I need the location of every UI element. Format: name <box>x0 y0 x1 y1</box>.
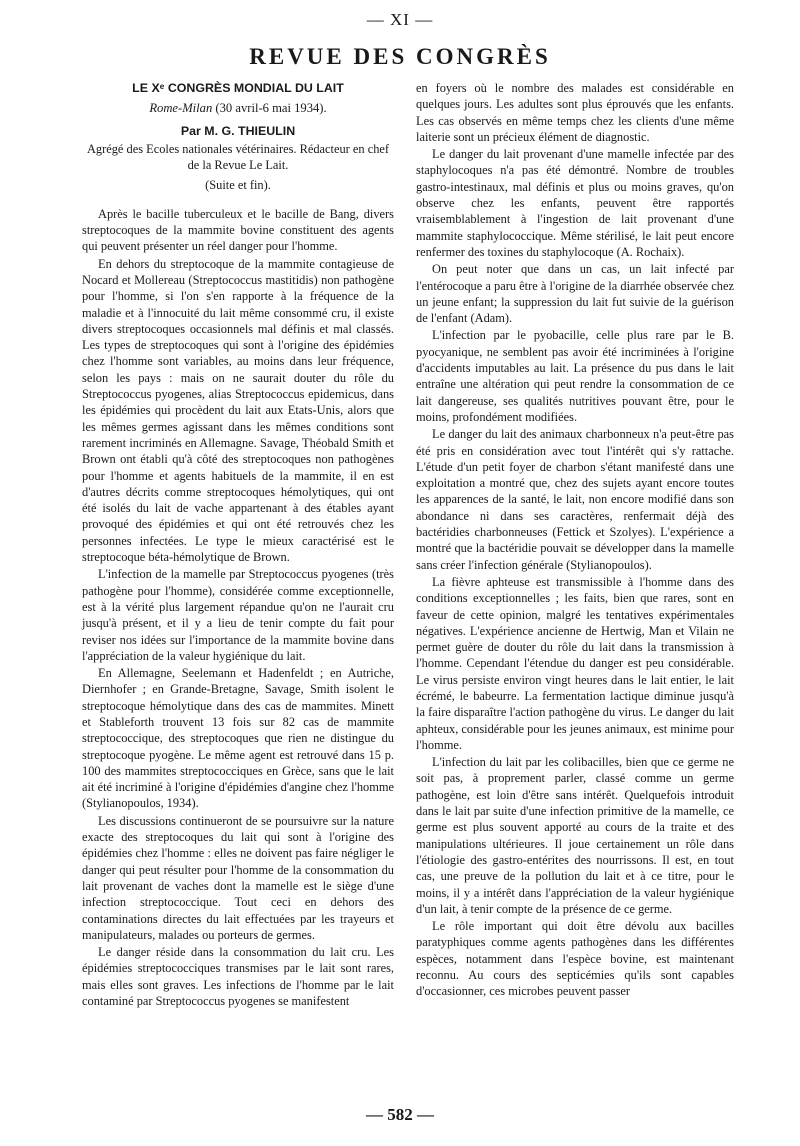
paragraph: La fièvre aphteuse est transmissible à l'homme dans des conditions exceptionnelles ; les faits, bien que rares, sont en faveur de cette opinion, malgré les tentatives expérimentales négatives. L'expérience ancienne de Hertwig, Man et Vilain ne permet guère de douter du rôle du lait dans la transmission à l'homme. Cependant l'étendue du danger est peu considérable. Le virus persiste environ vingt heures dans le lait entier, le lait écrémé, le babeurre. La fermentation lactique diminue jusqu'à la faire disparaître l'action pathogène du virus. Le danger du lait aphteux, considérable pour les jeunes animaux, est minime pour l'homme. <box>416 574 734 752</box>
paragraph: Le danger du lait des animaux charbonneux n'a peut-être pas été pris en considération avec tout l'intérêt qui s'y rattache. L'étude d'un petit foyer de charbon s'étant manifesté dans une exploitation a montré que, chez des sujets ayant encore toutes les apparences de la santé, le lait, non encore modifié dans son abondance ni dans ses caractères, renfermait déjà des bactéridies charbonneuses (Fettick et Szolyes). L'expérience a montré que la bactéridie pouvait se développer dans la mamelle sans créer l'infection générale (Stylianopoulos). <box>416 427 734 572</box>
article-title: LE Xᵉ CONGRÈS MONDIAL DU LAIT <box>132 81 344 95</box>
paragraph: Le rôle important qui doit être dévolu aux bacilles paratyphiques comme agents pathogènes dans les différentes espèces, notamment dans l'espèce bovine, est maintenant reconnu. Au cours des septicémies qu'ils sont capables d'occasionner, ces microbes peuvent passer <box>416 919 734 999</box>
paragraph: Le danger réside dans la consommation du lait cru. Les épidémies streptococciques transmises par le lait sont rares, mais elles sont graves. Les infections de l'homme par le lait contaminé par Streptococcus pyogenes se manifestent <box>82 945 394 1009</box>
place-dates: (30 avril-6 mai 1934). <box>212 101 327 116</box>
paragraph: On peut noter que dans un cas, un lait infecté par l'entérocoque a paru être à l'origine de la diarrhée observée chez un jeune enfant; la suppression du lait fut suivie de la guérison de l'enfant (Adam). <box>416 262 734 326</box>
paragraph: L'infection par le pyobacille, celle plus rare par le B. pyocyanique, ne semblent pas avoir été incriminées à l'origine d'accidents imputables au lait. La présence du pus dans le lait entraîne une altération qui peut rendre la consommation de ce lait dangereuse, ses qualités nutritives pouvant être, pour le moins, profondément modifiées. <box>416 328 734 424</box>
paragraph: L'infection du lait par les colibacilles, bien que ce germe ne soit pas, à proprement parler, classé comme un germe pathogène, est loin d'être sans intérêt. Quelquefois introduit dans le lait par suite d'une infection primitive de la mamelle, ce germe est plus souvent apporté au cours de la traite et des manipulations ultérieures. Il joue certainement un rôle dans l'étiologie des gastro-entérites des nourrissons. Il est, en tout cas, une preuve de la pollution du lait et à ce titre, pour le moins, il y a intérêt dans l'appréciation de la valeur hygiénique d'un lait, à tenir compte de la présence de ce germe. <box>416 755 734 916</box>
continuation-note: (Suite et fin). <box>205 178 271 193</box>
place-italic: Rome-Milan <box>149 101 213 116</box>
page-number: — 582 — <box>366 1105 434 1124</box>
right-column <box>416 80 734 1000</box>
paragraph: en foyers où le nombre des malades est considérable en quelques jours. Les adultes sont plus éprouvés que les enfants. Les cas observés en même temps chez les clients d'une même laiterie sont un précieux élément de diagnostic. <box>416 81 734 144</box>
article-place <box>82 100 394 116</box>
page-roman-numeral: — XI — <box>366 10 434 29</box>
paragraph: En dehors du streptocoque de la mammite contagieuse de Nocard et Mollereau (Streptococcus mastitidis) non pathogène pour l'homme, si l'on s'en rapporte à la fréquence de la maladie et à l'innocuité du lait même consommé cru, il existe divers streptocoques occasionnels mal définis et mal classés. Les types de streptocoques qui sont à l'origine des épidémies chez l'homme sont variables, au moins dans leur fréquence, selon les pays : mais on ne saurait douter du rôle du Streptococcus pyogenes, alias Streptococcus epidemicus, dans les épidémies qui procèdent du lait aux Etats-Unis, alors que les mêmes germes agissant dans les mêmes conditions sont rarement incriminés en Allemagne. Savage, Théobald Smith et Brown ont établi qu'à côté des streptocoques non pathogènes pour l'homme et agents habituels de la mammite, il en est d'autres décrits comme streptocoques hémolytiques, qui ont été isolés du lait de vache appartenant à des étables ayant provoqué des épidémies et qui ont été retrouvés chez les personnes infectées. Le type le mieux caractérisé est le streptocoque béta-hémolytique de Brown. <box>82 256 394 565</box>
paragraph: En Allemagne, Seelemann et Hadenfeldt ; en Autriche, Diernhofer ; en Grande-Bretagne, Savage, Smith isolent le streptocoque hémolytique dans des cas de mammites. Minett et Stableforth trouvent 13 fois sur 82 cas de mammite streptococcique, des streptocoques que rien ne distingue du streptocoque pyogène. Le même agent est retrouvé dans 15 p. 100 des mammites streptococciques en Grèce, sans que le lait ait été incriminé à l'origine d'épidémies d'angine chez l'homme (Stylianopoulos, 1934). <box>82 666 394 811</box>
article-author: Par M. G. THIEULIN <box>180 123 296 138</box>
paragraph: Après le bacille tuberculeux et le bacille de Bang, divers streptocoques de la mammite bovine constituent des agents qui peuvent présenter un réel danger pour l'homme. <box>82 206 394 254</box>
section-title: REVUE DES CONGRÈS <box>249 44 551 69</box>
paragraph: Le danger du lait provenant d'une mamelle infectée par des staphylocoques n'a pas été démontré. Nombre de troubles gastro-intestinaux, mal définis et plus ou moins graves, qu'on observe chez les enfants, peuvent être rapportés vraisemblablement à l'ingestion de lait provenant d'une mammite staphylococcique. Même stérilisé, le lait peut encore renfermer des toxines du staphylocoque (A. Rochaix). <box>416 147 734 259</box>
paragraph: L'infection de la mamelle par Streptococcus pyogenes (très pathogène pour l'homme), considérée comme exceptionnelle, est à la vérité plus largement répandue qu'on ne l'aurait cru jusqu'à présent, et il y a lieu de tenir compte du fait pour reviser nos idées sur l'importance de la mammite bovine dans l'appréciation de la valeur hygiénique du lait. <box>82 567 394 663</box>
left-column <box>82 80 394 1009</box>
paragraph: Les discussions continueront de se poursuivre sur la nature exacte des streptocoques du lait qui sont à l'origine des épidémies chez l'homme : elles ne doivent pas faire négliger le danger qui peut résulter pour l'homme de la consommation du lait provenant de vaches dont la mamelle est le siège d'une infection streptococcique. Tout ceci en dehors des contaminations directes du lait effectuées par les trayeurs et manipulateurs, malades ou porteurs de germes. <box>82 813 394 942</box>
author-affiliation: Agrégé des Ecoles nationales vétérinaires. Rédacteur en chef de la Revue Le Lait. <box>86 141 390 173</box>
